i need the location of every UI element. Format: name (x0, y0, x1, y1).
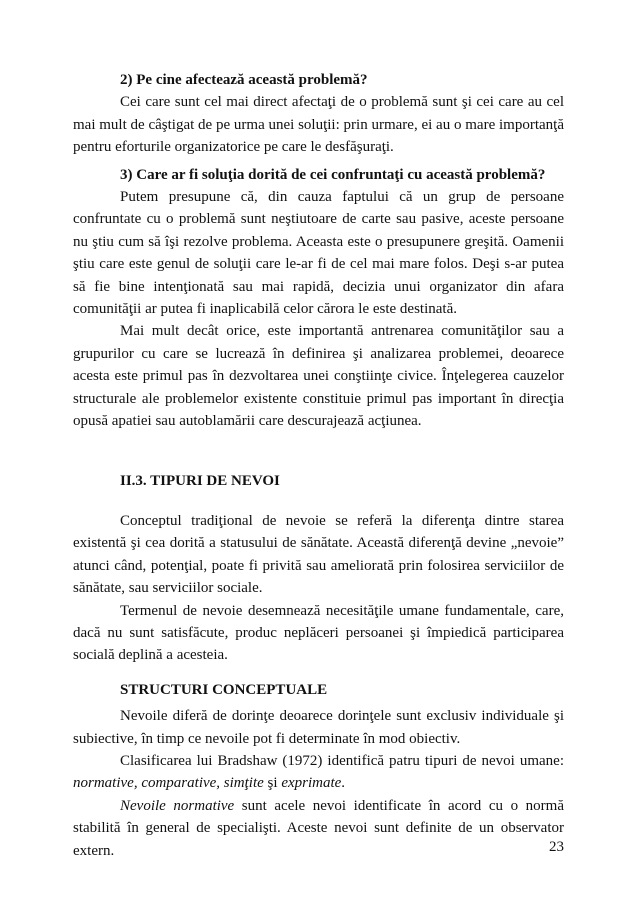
normative-needs-term: Nevoile normative (120, 797, 235, 814)
paragraph-needs-vs-wants: Nevoile diferă de dorinţe deoarece dorinţele sunt exclusiv individuale şi subiective, în timp ce nevoile pot fi determinate în mod obiectiv. (73, 708, 564, 747)
page-number: 23 (549, 839, 564, 855)
question-2-title: 2) Pe cine afectează această problemă? (120, 72, 368, 88)
bradshaw-last-type-text: exprimate (281, 775, 342, 792)
question-2-body: Cei care sunt cel mai direct afectaţi de o problemă sunt şi cei care au cel mai mult de câştigat de pe urma unei soluţii: prin urmare, ei au o mare importanţă pentru eforturile organizatorice pe care le desfăşuraţi. (73, 94, 564, 156)
paragraph-bradshaw-classification (73, 750, 564, 795)
section-heading-needs-types: II.3. TIPURI DE NEVOI (120, 472, 280, 489)
paragraph-normative-needs (73, 795, 564, 862)
bradshaw-end-text: . (341, 775, 346, 792)
normative-needs-text: sunt acele nevoi identificate în acord cu o normă stabilită în general de specialişti. Aceste nevoi sunt definite de un observator extern. (73, 797, 564, 859)
section-heading-conceptual-structures: STRUCTURI CONCEPTUALE (120, 681, 328, 698)
bradshaw-and-text: şi (263, 775, 282, 792)
page-content (73, 69, 564, 862)
paragraph-need-term: Termenul de nevoie desemnează necesităţile umane fundamentale, care, dacă nu sunt satisfăcute, produc neplăceri persoanei şi împiedică participarea socială deplină a acesteia. (73, 602, 564, 664)
question-3-body: Putem presupune că, din cauza faptului că un grup de persoane confruntate cu o problemă sunt neştiutoare de carte sau pasive, aceste persoane nu ştiu cum să îşi rezolve problema. Aceasta este o presupunere greşită. Oamenii ştiu care este genul de soluţii care le-ar fi de cel mai mare folos. Deşi s-ar putea să fie bine intenţionată sau mai rapidă, decizia unui organizator din afara comunităţii ar putea fi inaplicabilă celor cărora le este destinată. (73, 189, 564, 318)
bradshaw-types-text: normative, comparative, simţite (73, 775, 264, 792)
paragraph-need-concept: Conceptul tradiţional de nevoie se referă la diferenţa dintre starea existentă şi cea dorită a statusului de sănătate. Această diferenţă devine „nevoie” atunci când, potenţial, poate fi privită sau ameliorată prin folosirea serviciilor de sănătate, sau serviciilor sociale. (73, 512, 564, 597)
question-3-title: 3) Care ar fi soluţia dorită de cei confruntaţi cu această problemă? (120, 166, 546, 183)
paragraph-community-involvement: Mai mult decât orice, este importantă antrenarea comunităţilor sau a grupurilor cu care se lucrează în definirea şi analizarea problemei, deoarece acesta este primul pas în dezvoltarea unei conştiinţe civice. Înţelegerea cauzelor structurale ale problemelor existente constituie primul pas important în direcţia opusă apatiei sau autoblamării care descurajează acţiunea. (73, 323, 564, 430)
bradshaw-lead-text: Clasificarea lui Bradshaw (1972) identifică patru tipuri de nevoi umane: (120, 752, 564, 769)
